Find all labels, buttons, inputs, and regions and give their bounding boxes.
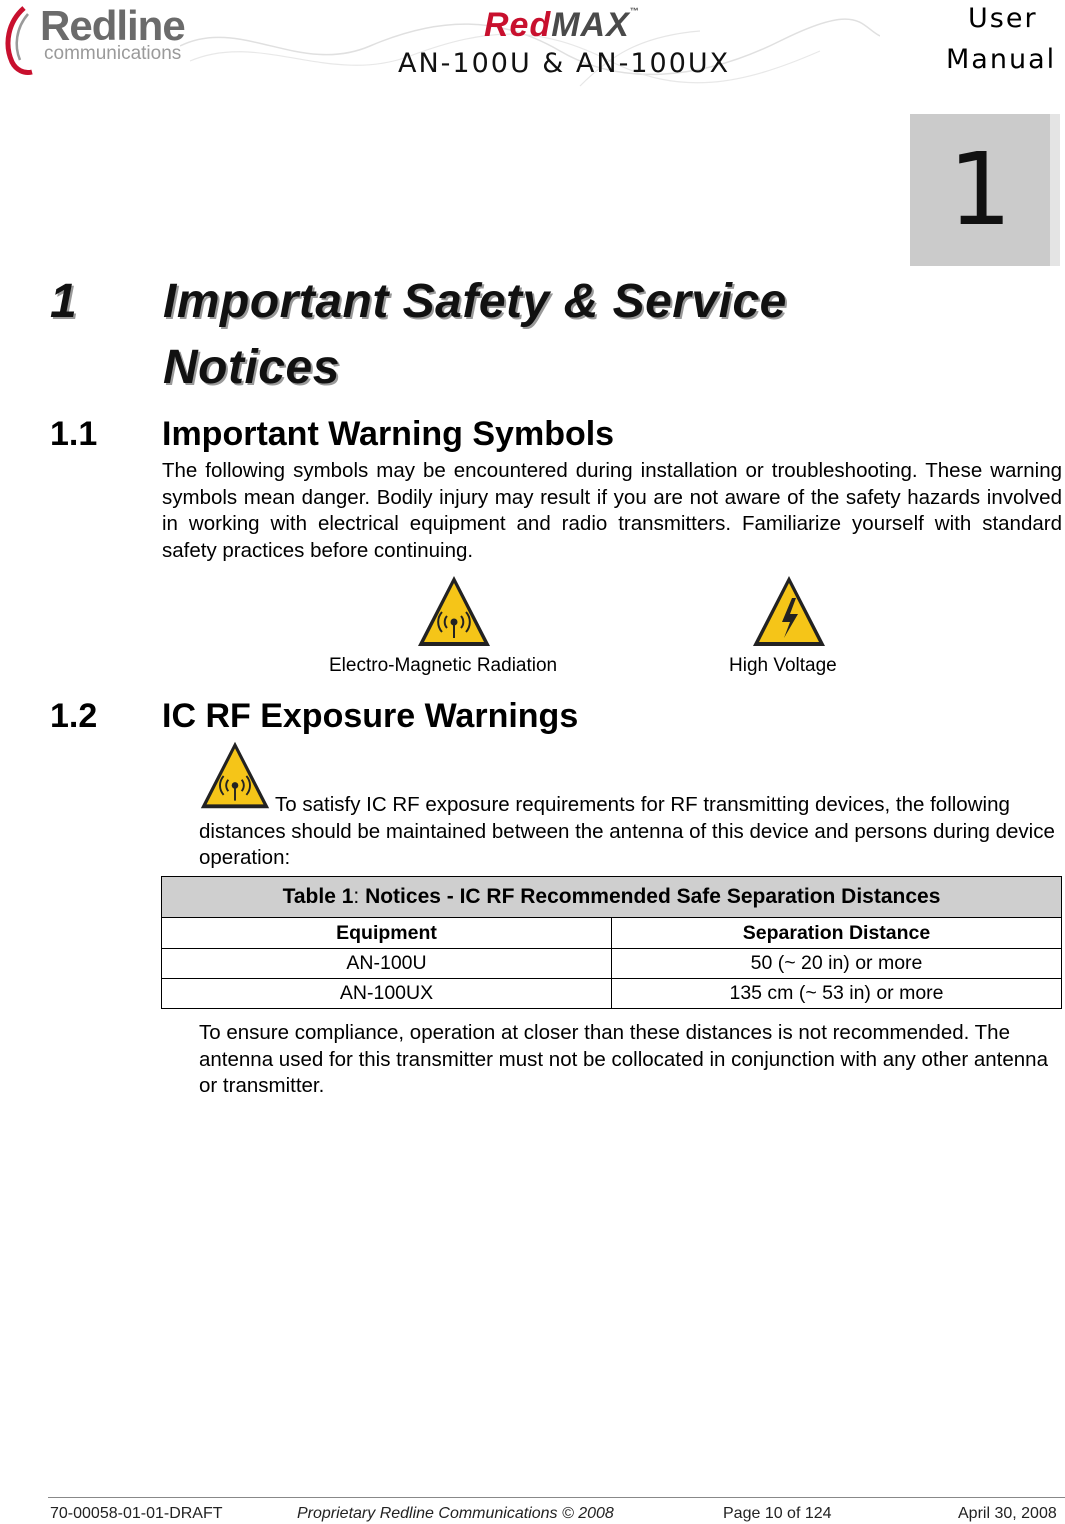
redmax-logo <box>484 6 640 45</box>
page-header <box>0 0 1065 100</box>
redmax-logo-tm: ™ <box>629 6 640 16</box>
section-1-2-intro <box>199 792 1059 872</box>
table-caption <box>162 877 1062 918</box>
radiation-warning-icon <box>415 572 493 650</box>
chapter-heading-line1: Important Safety & Service <box>163 275 787 328</box>
section-1-1-body: The following symbols may be encountered during installation or troubleshooting. These warning symbols mean danger. Bodily injury may result if you are not aware of the safety hazards involved in working with electrical equipment and radio transmitters. Familiarize yourself with standard safety practices before continuing. <box>162 459 1062 562</box>
redmax-logo-dark: MAX <box>551 6 630 44</box>
high-voltage-warning-icon <box>750 572 828 650</box>
table-header-equipment: Equipment <box>162 918 612 949</box>
table-header-separation-distance: Separation Distance <box>612 918 1062 949</box>
chapter-tab <box>910 114 1060 266</box>
radiation-symbol-caption: Electro-Magnetic Radiation <box>329 655 558 676</box>
footer-doc-id: 70-00058-01-01-DRAFT <box>50 1505 223 1522</box>
section-1-2-compliance-note: To ensure compliance, operation at closer than these distances is not recommended. The antenna used for this transmitter must not be collocated in conjunction with any other antenna or transmitter. <box>199 1021 1048 1097</box>
redline-swirl-icon <box>2 4 42 76</box>
section-1-1-title: Important Warning Symbols <box>162 415 615 453</box>
redmax-logo-red: Red <box>484 6 552 44</box>
table-cell-equipment: AN-100U <box>162 949 612 979</box>
table-row <box>162 979 1062 1009</box>
section-1-1-number: 1.1 <box>50 415 98 453</box>
manual-label-user: User <box>968 3 1038 34</box>
table-cell-equipment: AN-100UX <box>162 979 612 1009</box>
footer-page-number: Page 10 of 124 <box>723 1505 832 1522</box>
chapter-heading-number: 1 <box>50 275 78 328</box>
table-caption-separator: : <box>353 885 360 908</box>
footer-divider <box>48 1497 1065 1498</box>
table-row <box>162 949 1062 979</box>
table-caption-text: Notices - IC RF Recommended Safe Separation Distances <box>359 885 941 908</box>
redline-logo-sub: communications <box>44 43 182 64</box>
separation-distance-table <box>161 876 1062 1009</box>
section-1-2-number: 1.2 <box>50 697 98 735</box>
table-cell-distance: 135 cm (~ 53 in) or more <box>612 979 1062 1009</box>
table-cell-distance: 50 (~ 20 in) or more <box>612 949 1062 979</box>
manual-label-manual: Manual <box>946 44 1057 75</box>
high-voltage-symbol-caption: High Voltage <box>729 655 837 676</box>
product-title: AN-100U & AN-100UX <box>398 48 731 79</box>
footer-proprietary: Proprietary Redline Communications © 2008 <box>297 1505 614 1522</box>
footer-date: April 30, 2008 <box>958 1505 1057 1522</box>
chapter-heading-line2: Notices <box>163 341 340 394</box>
chapter-tab-number: 1 <box>948 131 1012 248</box>
table-caption-label: Table 1 <box>282 885 354 908</box>
redline-logo-word: Redline <box>40 2 185 49</box>
section-1-2-title: IC RF Exposure Warnings <box>162 697 579 735</box>
section-1-2-intro-text: To satisfy IC RF exposure requirements for RF transmitting devices, the following distances should be maintained between the antenna of this device and persons during device operation: <box>199 793 1055 869</box>
